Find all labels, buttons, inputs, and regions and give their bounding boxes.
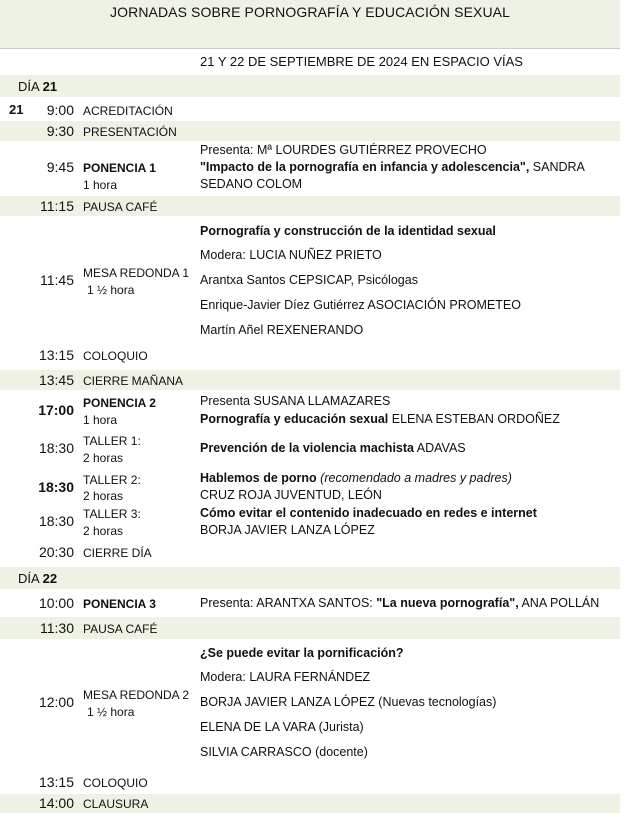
- panelist: ELENA DE LA VARA (Jurista): [200, 720, 364, 734]
- time: 9:30: [46, 123, 74, 139]
- day-heading: [18, 79, 57, 94]
- speaker: ELENA ESTEBAN ORDOÑEZ: [388, 412, 560, 426]
- round-table-title: Pornografía y construcción de la identidad sexual: [200, 224, 496, 238]
- page-title: JORNADAS SOBRE PORNOGRAFÍA Y EDUCACIÓN SEXUAL: [110, 4, 510, 20]
- time: 13:15: [38, 774, 74, 790]
- day-heading: [18, 571, 57, 586]
- session-detail: Presenta: Mª LOURDES GUTIÉRREZ PROVECHO: [200, 143, 487, 157]
- title-band: [0, 0, 620, 49]
- session-label: ACREDITACIÓN: [83, 104, 173, 118]
- panelist: Arantxa Santos CEPSICAP, Psicólogas: [200, 273, 418, 287]
- date-number: 21: [9, 102, 24, 117]
- time: 13:15: [38, 347, 74, 363]
- talk-title: "Impacto de la pornografía en infancia y adolescencia",: [200, 160, 530, 174]
- day-header-band: [0, 75, 620, 97]
- session-label: COLOQUIO: [83, 349, 148, 363]
- session-detail: [200, 596, 599, 610]
- talk-title: "La nueva pornografía",: [372, 596, 519, 610]
- audience-note: (recomendado a madres y padres): [316, 471, 512, 485]
- time: 11:45: [40, 272, 74, 288]
- time: 18:30: [38, 513, 74, 529]
- session-duration: 1 hora: [83, 413, 118, 427]
- speaker: ANA POLLÁN: [518, 596, 600, 610]
- session-label: PONENCIA 1: [83, 161, 156, 175]
- session-label: PAUSA CAFÉ: [83, 200, 158, 214]
- panelist: SILVIA CARRASCO (docente): [200, 745, 368, 759]
- session-label: TALLER 2:: [83, 473, 141, 487]
- session-detail: [200, 412, 560, 426]
- time: 9:00: [46, 102, 74, 118]
- session-label: CLAUSURA: [83, 797, 149, 811]
- session-label: CIERRE MAÑANA: [83, 374, 184, 388]
- session-duration: 1 ½ hora: [87, 283, 135, 297]
- talk-title: Pornografía y educación sexual: [200, 412, 389, 426]
- time: 14:00: [38, 795, 74, 811]
- session-label: COLOQUIO: [83, 776, 148, 790]
- session-label: CIERRE DÍA: [83, 546, 152, 560]
- session-duration: 1 ½ hora: [87, 705, 135, 719]
- session-label: PRESENTACIÓN: [83, 125, 177, 139]
- day-number: 22: [42, 571, 58, 586]
- session-detail: [200, 441, 466, 455]
- session-detail: SEDANO COLOM: [200, 177, 303, 191]
- time: 11:15: [40, 198, 74, 214]
- session-detail: [200, 471, 512, 485]
- moderator: Modera: LUCIA NUÑEZ PRIETO: [200, 248, 382, 262]
- time: 12:00: [38, 694, 74, 710]
- session-detail: CRUZ ROJA JUVENTUD, LEÓN: [200, 488, 382, 502]
- session-label: PONENCIA 2: [83, 396, 156, 410]
- session-label: MESA REDONDA 2: [83, 688, 190, 702]
- panelist: Enrique-Javier Díez Gutiérrez ASOCIACIÓN PROMETEO: [200, 298, 521, 312]
- time: 11:30: [40, 620, 74, 636]
- session-detail: Presenta SUSANA LLAMAZARES: [200, 394, 391, 408]
- day-number: 21: [42, 79, 58, 94]
- time: 17:00: [38, 402, 74, 418]
- session-label: PONENCIA 3: [83, 597, 156, 611]
- speaker: SANDRA: [529, 160, 585, 174]
- speaker: ADAVAS: [413, 441, 466, 455]
- round-table-title: ¿Se puede evitar la pornificación?: [200, 646, 404, 660]
- session-detail: [200, 160, 585, 174]
- session-duration: 2 horas: [83, 489, 124, 503]
- talk-title: Prevención de la violencia machista: [200, 441, 414, 455]
- time: 18:30: [38, 440, 74, 456]
- talk-title: Cómo evitar el contenido inadecuado en redes e internet: [200, 506, 537, 520]
- panelist: BORJA JAVIER LANZA LÓPEZ (Nuevas tecnologías): [200, 695, 497, 709]
- time: 13:45: [38, 372, 74, 388]
- presenter: Presenta: ARANTXA SANTOS:: [200, 596, 373, 610]
- day-label: DÍA: [18, 79, 39, 94]
- session-label: TALLER 1:: [83, 434, 141, 448]
- moderator: Modera: LAURA FERNÁNDEZ: [200, 670, 371, 684]
- session-label: MESA REDONDA 1: [83, 266, 190, 280]
- time: 20:30: [38, 544, 74, 560]
- day-label: DÍA: [18, 571, 39, 586]
- session-duration: 2 horas: [83, 451, 124, 465]
- event-subtitle: 21 Y 22 DE SEPTIEMBRE DE 2024 EN ESPACIO VÍAS: [200, 54, 523, 69]
- time: 9:45: [46, 159, 74, 175]
- time: 18:30: [38, 479, 74, 495]
- session-detail: BORJA JAVIER LANZA LÓPEZ: [200, 523, 375, 537]
- day-header-band: [0, 567, 620, 589]
- session-label: PAUSA CAFÉ: [83, 622, 158, 636]
- session-duration: 1 hora: [83, 178, 118, 192]
- time: 10:00: [38, 595, 74, 611]
- session-duration: 2 horas: [83, 524, 124, 538]
- panelist: Martín Añel REXENERANDO: [200, 323, 364, 337]
- talk-title: Hablemos de porno: [200, 471, 317, 485]
- session-label: TALLER 3:: [83, 507, 141, 521]
